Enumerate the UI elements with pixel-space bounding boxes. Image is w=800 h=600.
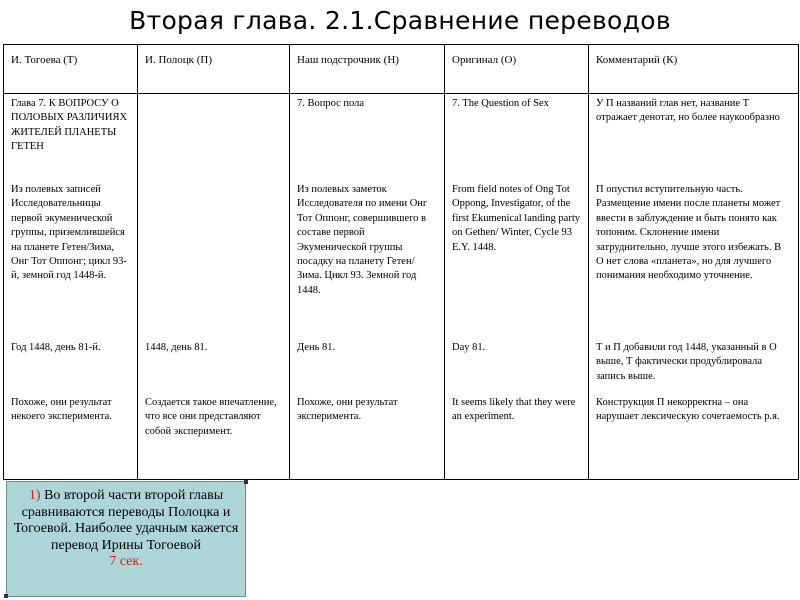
note-text: Во второй части второй главы сравниваются переводы Полоцка и Тогоевой. Наиболее удачным кажется перевод Ирины Тогоевой xyxy=(13,488,239,553)
day-text: Т и П добавили год 1448, указанный в О выше, Т фактически продублировала запись выше. xyxy=(596,342,777,382)
chapter-text: 7. The Question of Sex xyxy=(452,98,549,109)
experiment-text: Похоже, они результат эксперимента. xyxy=(297,397,398,423)
note-timer: 7 сек. xyxy=(109,554,143,569)
day-text: День 81. xyxy=(297,342,336,353)
notes-text: From field notes of Ong Tot Oppong, Investigator, of the first Ekumenical landing party on Gethen/ Winter, Cycle 93 E.Y. 1448. xyxy=(452,184,581,253)
chapter-text xyxy=(145,97,281,169)
experiment-text: Создается такое впечатление, что все они представляют собой эксперимент. xyxy=(145,397,277,437)
corner-handle xyxy=(244,480,248,484)
header-original: Оригинал (О) xyxy=(445,45,589,94)
table-row xyxy=(4,94,799,480)
day-text: 1448, день 81. xyxy=(145,342,208,353)
notes-text: Из полевых записей Исследовательницы первой экуменической группы, приземлившейся на планете Гетен/Зима, Онг Тот Оппонг; цикл 93-й, земной год 1448-й. xyxy=(11,184,127,282)
cell-polotsk xyxy=(138,94,290,480)
chapter-text: У П названий глав нет, название Т отражает денотат, но более наукообразно xyxy=(596,98,780,124)
notes-text: П опустил вступительную часть. Размещение имени после планеты может ввести в заблуждение и быть понято как топоним. Склонение имени затруднительно, лучше этого избежать. В О нет слова «планета», но для лучшего понимания необходимо уточнение. xyxy=(596,184,782,282)
cell-podstrochnik xyxy=(290,94,445,480)
cell-togoeva xyxy=(4,94,138,480)
experiment-text: Конструкция П некорректна – она нарушает лексическую сочетаемость р.я. xyxy=(596,397,780,423)
chapter-text: 7. Вопрос пола xyxy=(297,98,365,109)
notes-text: Из полевых заметок Исследователя по имени Онг Тот Оппонг, совершившего в составе первой Экуменической группы посадку на планету Гетен/Зима. Цикл 93. Земной год 1448. xyxy=(297,184,428,296)
day-text: Day 81. xyxy=(452,342,486,353)
experiment-text: It seems likely that they were an experiment. xyxy=(452,397,576,423)
chapter-text: Глава 7. К ВОПРОСУ О ПОЛОВЫХ РАЗЛИЧИЯХ ЖИТЕЛЕЙ ПЛАНЕТЫ ГЕТЕН xyxy=(11,98,128,153)
experiment-text: Похоже, они результат некоего эксперимента. xyxy=(11,397,112,423)
page-title: Вторая глава. 2.1.Сравнение переводов xyxy=(129,6,671,35)
table-header-row xyxy=(4,45,799,94)
header-podstrochnik: Наш подстрочник (Н) xyxy=(290,45,445,94)
corner-handle xyxy=(4,594,8,598)
note-callout xyxy=(6,481,246,597)
comparison-table xyxy=(3,44,799,480)
header-togoeva: И. Тогоева (Т) xyxy=(4,45,138,94)
day-text: Год 1448, день 81-й. xyxy=(11,342,101,353)
header-polotsk: И. Полоцк (П) xyxy=(138,45,290,94)
cell-original xyxy=(445,94,589,480)
cell-comment xyxy=(589,94,799,480)
note-number: 1) xyxy=(28,488,41,503)
header-comment: Комментарий (К) xyxy=(589,45,799,94)
notes-text xyxy=(145,183,281,327)
